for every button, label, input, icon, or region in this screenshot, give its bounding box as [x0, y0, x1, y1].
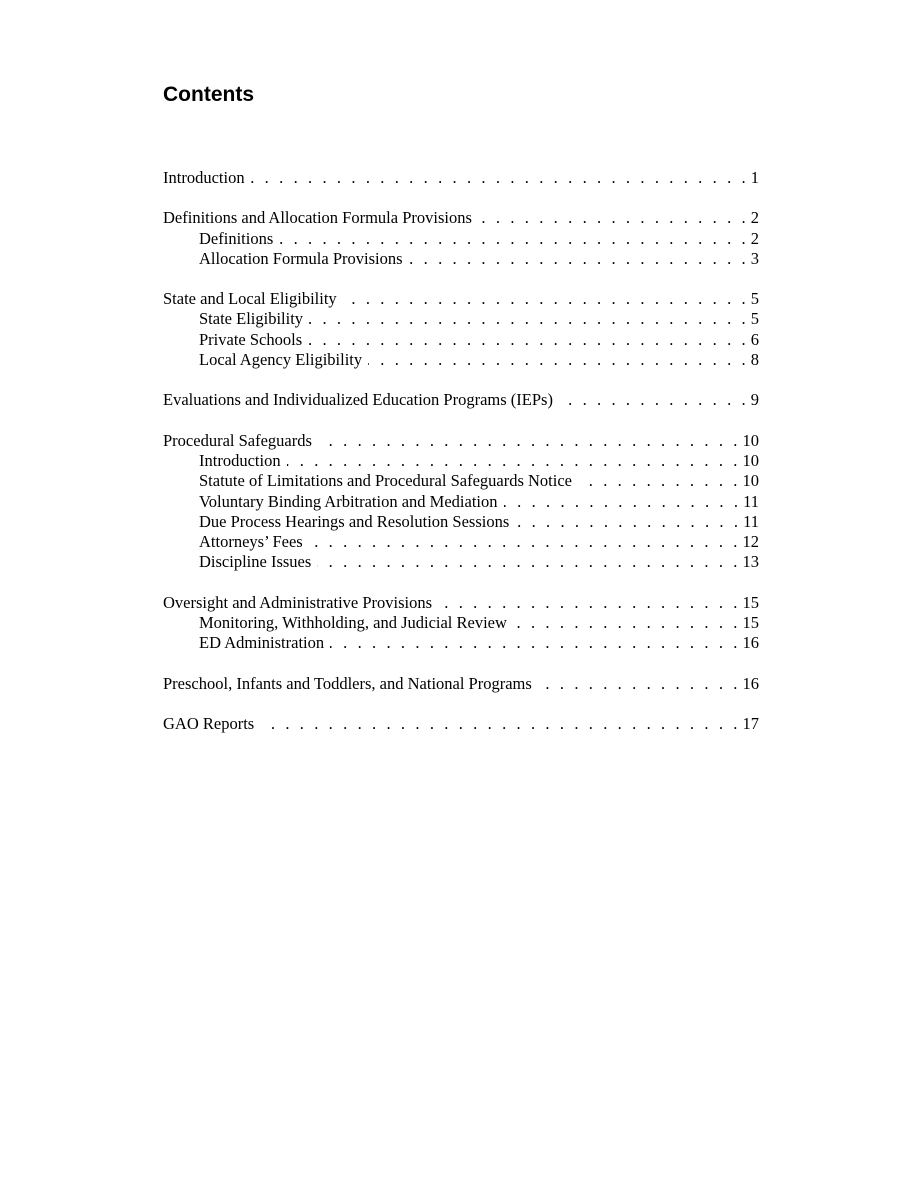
toc-entry-title: Introduction	[199, 450, 281, 470]
toc-page-number: 5	[750, 309, 759, 329]
toc-entry-title: Monitoring, Withholding, and Judicial Review	[199, 613, 507, 633]
toc-entry[interactable]	[163, 208, 759, 228]
toc-page-number: 2	[750, 228, 759, 248]
toc-page-number: 2	[750, 208, 759, 228]
toc-page-number: 8	[750, 350, 759, 370]
toc-page-number: 6	[750, 329, 759, 349]
toc-entry-title: Evaluations and Individualized Education Programs (IEPs)	[163, 390, 553, 410]
toc-entry-title: Private Schools	[199, 329, 303, 349]
toc-subentry[interactable]	[163, 350, 759, 370]
toc-entry[interactable]	[163, 431, 759, 451]
toc-subentry[interactable]	[163, 309, 759, 329]
toc-entry-title: Definitions	[199, 228, 274, 248]
toc-page-number: 15	[742, 613, 759, 633]
toc-entry-title: Oversight and Administrative Provisions	[163, 592, 433, 612]
toc-entry[interactable]	[163, 714, 759, 734]
toc-entry[interactable]	[163, 593, 759, 613]
toc-page-number: 5	[750, 289, 759, 309]
dot-leader	[260, 714, 740, 734]
page-title: Contents	[163, 83, 254, 106]
dot-leader	[317, 552, 740, 572]
toc-section	[163, 674, 759, 694]
toc-entry-title: Attorneys’ Fees	[199, 532, 303, 552]
dot-leader	[559, 390, 749, 410]
toc-page-number: 13	[742, 552, 759, 572]
dot-leader	[515, 512, 741, 532]
dot-leader	[578, 471, 741, 491]
toc-subentry[interactable]	[163, 492, 759, 512]
toc-entry-title: Procedural Safeguards	[163, 430, 312, 450]
toc-subentry[interactable]	[163, 249, 759, 269]
toc-entry-title: ED Administration	[199, 633, 325, 653]
dot-leader	[409, 249, 749, 269]
dot-leader	[343, 289, 749, 309]
toc-subentry[interactable]	[163, 229, 759, 249]
toc-page-number: 17	[742, 713, 759, 733]
toc-entry-title: Definitions and Allocation Formula Provisions	[163, 208, 472, 228]
toc-entry-title: State and Local Eligibility	[163, 289, 337, 309]
toc-entry-title: Preschool, Infants and Toddlers, and National Programs	[163, 673, 532, 693]
toc-entry-title: Discipline Issues	[199, 552, 312, 572]
toc-section	[163, 431, 759, 573]
toc-entry[interactable]	[163, 674, 759, 694]
toc-page-number: 9	[750, 390, 759, 410]
toc-section	[163, 593, 759, 654]
toc-entry-title: Introduction	[163, 168, 245, 187]
toc-subentry[interactable]	[163, 512, 759, 532]
toc-entry-title: Voluntary Binding Arbitration and Mediation	[199, 491, 498, 511]
dot-leader	[538, 674, 741, 694]
toc-entry-title: Local Agency Eligibility	[199, 350, 363, 370]
dot-leader	[279, 229, 749, 249]
dot-leader	[504, 492, 742, 512]
dot-leader	[478, 208, 749, 228]
toc-section	[163, 289, 759, 370]
toc-entry-title: Allocation Formula Provisions	[199, 248, 403, 268]
toc-section	[163, 390, 759, 410]
toc-page-number: 16	[742, 633, 759, 653]
toc-subentry[interactable]	[163, 613, 759, 633]
toc-entry-title: State Eligibility	[199, 309, 304, 329]
dot-leader	[368, 350, 749, 370]
dot-leader	[318, 431, 741, 451]
toc-section	[163, 168, 759, 188]
toc-page-number: 10	[742, 471, 759, 491]
toc-subentry[interactable]	[163, 532, 759, 552]
dot-leader	[330, 633, 740, 653]
toc-subentry[interactable]	[163, 633, 759, 653]
toc-entry-title: GAO Reports	[163, 713, 255, 733]
toc-page-number: 15	[742, 592, 759, 612]
toc-page-number: 11	[743, 491, 759, 511]
dot-leader	[513, 613, 741, 633]
dot-leader	[251, 168, 749, 188]
toc-subentry[interactable]	[163, 552, 759, 572]
toc-page-number: 16	[742, 673, 759, 693]
toc-page-number: 3	[750, 248, 759, 268]
toc-subentry[interactable]	[163, 330, 759, 350]
toc-section	[163, 208, 759, 269]
toc-subentry[interactable]	[163, 451, 759, 471]
table-of-contents	[163, 168, 759, 754]
dot-leader	[438, 593, 740, 613]
toc-entry[interactable]	[163, 289, 759, 309]
toc-page-number: 11	[743, 511, 759, 531]
toc-page-number: 10	[742, 430, 759, 450]
toc-page-number: 1	[750, 168, 759, 187]
dot-leader	[287, 451, 741, 471]
toc-section	[163, 714, 759, 734]
dot-leader	[308, 330, 749, 350]
toc-entry[interactable]	[163, 390, 759, 410]
toc-page-number: 12	[742, 532, 759, 552]
toc-page-number: 10	[742, 450, 759, 470]
dot-leader	[309, 532, 741, 552]
toc-subentry[interactable]	[163, 471, 759, 491]
toc-entry-title: Due Process Hearings and Resolution Sessions	[199, 511, 510, 531]
toc-entry-title: Statute of Limitations and Procedural Safeguards Notice	[199, 471, 572, 491]
toc-entry[interactable]	[163, 168, 759, 188]
dot-leader	[309, 309, 749, 329]
